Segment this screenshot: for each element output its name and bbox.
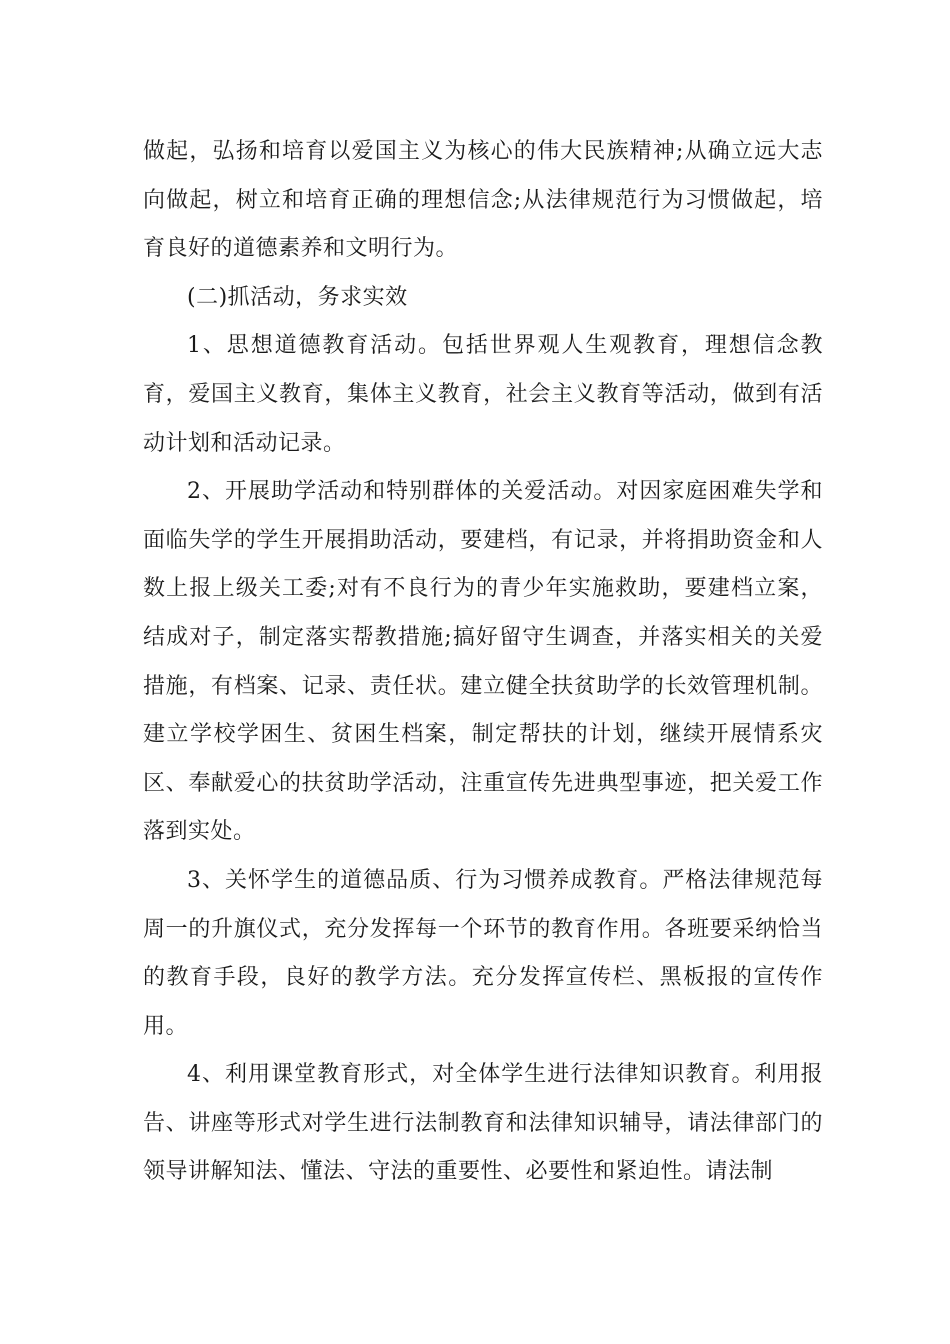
document-body <box>143 128 823 1197</box>
paragraph-item-1: 1、思想道德教育活动。包括世界观人生观教育，理想信念教育，爱国主义教育，集体主义教育，社会主义教育等活动，做到有活动计划和活动记录。 <box>143 333 823 456</box>
section-heading: (二)抓活动，务求实效 <box>187 284 408 310</box>
paragraph-item-4: 4、利用课堂教育形式，对全体学生进行法律知识教育。利用报告、讲座等形式对学生进行法制教育和法律知识辅导，请法律部门的领导讲解知法、懂法、守法的重要性、必要性和紧迫性。请法制 <box>143 1062 823 1185</box>
paragraph-continuation: 做起，弘扬和培育以爱国主义为核心的伟大民族精神;从确立远大志向做起，树立和培育正确的理想信念;从法律规范行为习惯做起，培育良好的道德素养和文明行为。 <box>143 139 823 262</box>
paragraph-item-2: 2、开展助学活动和特别群体的关爱活动。对因家庭困难失学和面临失学的学生开展捐助活动，要建档，有记录，并将捐助资金和人数上报上级关工委;对有不良行为的青少年实施救助，要建档立案，结成对子，制定落实帮教措施;搞好留守生调查，并落实相关的关爱措施，有档案、记录、责任状。建立健全扶贫助学的长效管理机制。建立学校学困生、贫困生档案，制定帮扶的计划，继续开展情系灾区、奉献爱心的扶贫助学活动，注重宣传先进典型事迹，把关爱工作落到实处。 <box>143 479 823 845</box>
paragraph-item-3: 3、关怀学生的道德品质、行为习惯养成教育。严格法律规范每周一的升旗仪式，充分发挥每一个环节的教育作用。各班要采纳恰当的教育手段，良好的教学方法。充分发挥宣传栏、黑板报的宣传作用。 <box>143 867 823 1039</box>
